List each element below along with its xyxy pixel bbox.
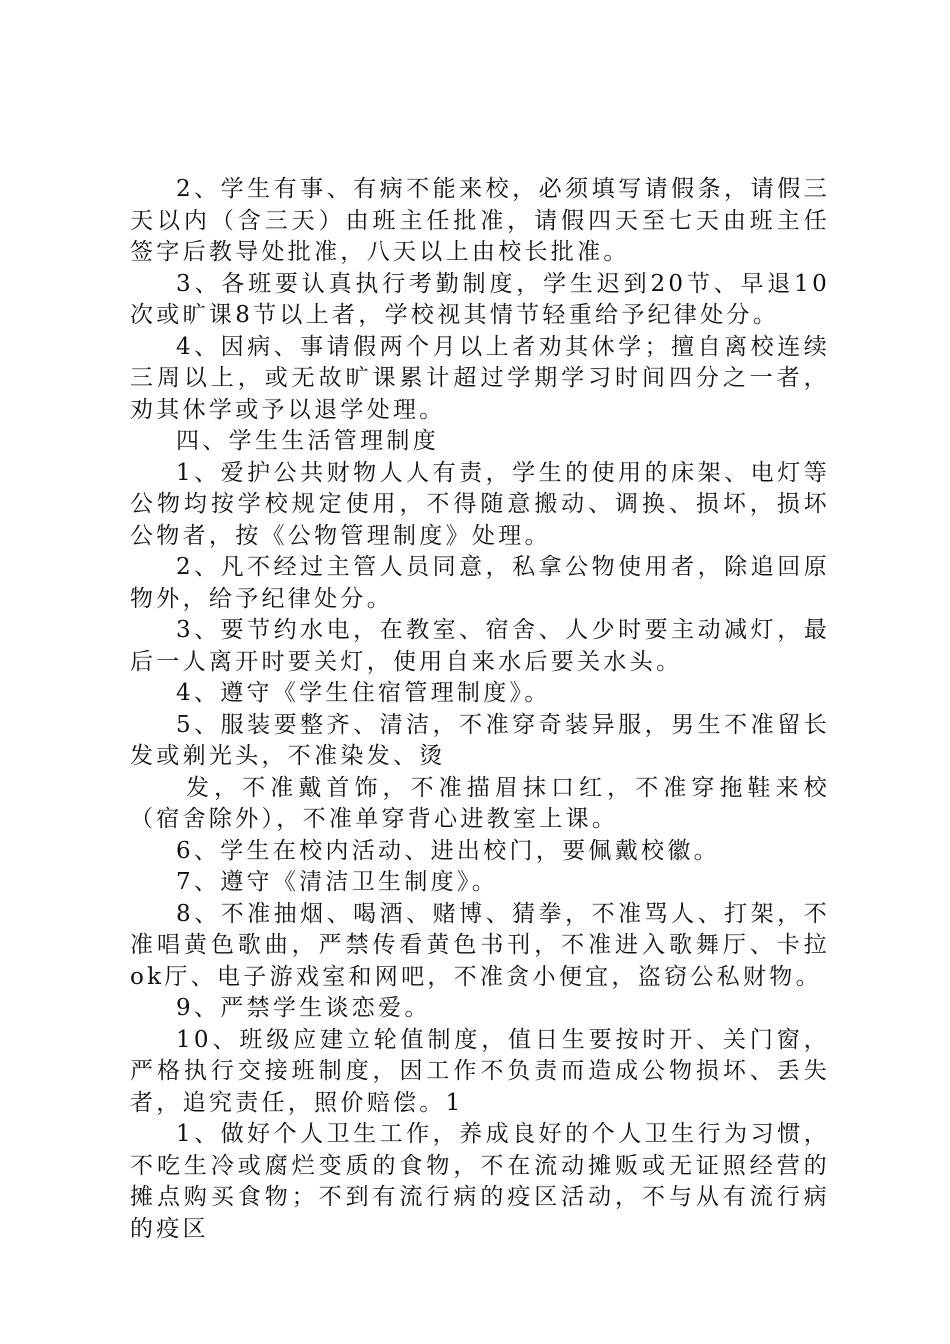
paragraph-leave-request: 2、学生有事、有病不能来校，必须填写请假条，请假三天以内（含三天）由班主任批准，请假四天至七天由班主任签字后教导处批准，八天以上由校长批准。 [130,176,830,265]
paragraph-public-property: 1、爱护公共财物人人有责，学生的使用的床架、电灯等公物均按学校规定使用，不得随意搬动、调换、损坏，损坏公物者，按《公物管理制度》处理。 [130,459,830,549]
paragraph-hygiene-rules: 7、遵守《清洁卫生制度》。 [176,869,499,895]
paragraph-unauthorized-use: 2、凡不经过主管人员同意，私拿公物使用者，除追回原物外，给予纪律处分。 [130,554,830,612]
document-body [130,174,830,1245]
paragraph-save-utilities: 3、要节约水电，在教室、宿舍、人少时要主动减灯，最后一人离开时要关灯，使用自来水后要关水头。 [130,617,830,675]
section-heading-life-management: 四、学生生活管理制度 [176,428,439,454]
paragraph-dress-code: 5、服装要整齐、清洁，不准穿奇装异服，男生不准留长发或剃光头，不准染发、烫 [130,711,830,769]
paragraph-dress-code-continued: 发，不准戴首饰，不准描眉抹口红，不准穿拖鞋来校（宿舍除外），不准单穿背心进教室上课。 [130,774,830,832]
paragraph-personal-hygiene: 1、做好个人卫生工作，养成良好的个人卫生行为习惯，不吃生冷或腐烂变质的食物，不在流动摊贩或无证照经营的摊点购买食物；不到有流行病的疫区活动，不与从有流行病的疫区 [130,1121,830,1242]
paragraph-duty-system: 10、班级应建立轮值制度，值日生要按时开、关门窗，严格执行交接班制度，因工作不负责而造成公物损坏、丢失者，追究责任，照价赔偿。1 [130,1026,830,1116]
paragraph-prohibited-behavior: 8、不准抽烟、喝酒、赌博、猜拳，不准骂人、打架，不准唱黄色歌曲，严禁传看黄色书刊，不准进入歌舞厅、卡拉ok厅、电子游戏室和网吧，不准贪小便宜，盗窃公私财物。 [130,900,830,990]
paragraph-no-dating: 9、严禁学生谈恋爱。 [176,995,431,1021]
paragraph-dorm-rules: 4、遵守《学生住宿管理制度》。 [176,680,551,706]
paragraph-attendance: 3、各班要认真执行考勤制度，学生迟到20节、早退10次或旷课8节以上者，学校视其情节轻重给予纪律处分。 [130,270,830,328]
paragraph-suspension: 4、因病、事请假两个月以上者劝其休学；擅自离校连续三周以上，或无故旷课累计超过学期学习时间四分之一者，劝其休学或予以退学处理。 [130,333,830,423]
paragraph-school-badge: 6、学生在校内活动、进出校门，要佩戴校徽。 [176,837,720,864]
